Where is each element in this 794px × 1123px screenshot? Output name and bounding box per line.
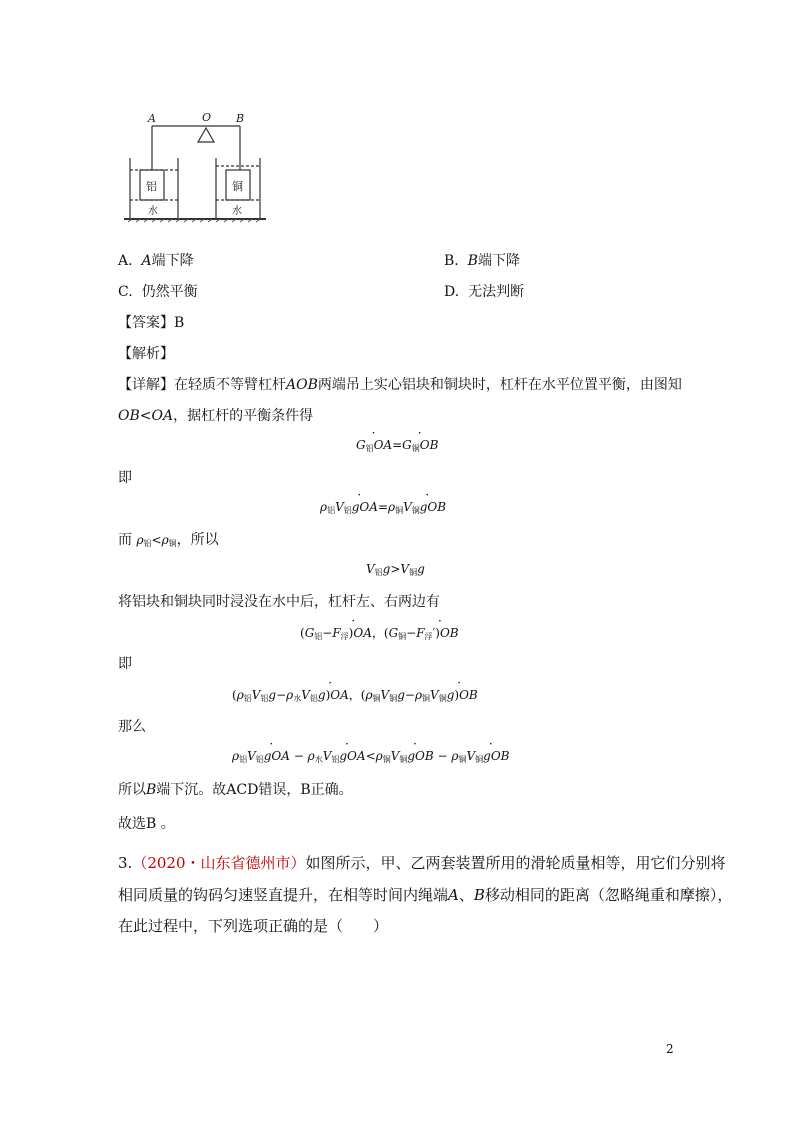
equation-2: $\rho_铝V_铝gOA=\rho_铜V_铜gOB$	[320, 500, 447, 515]
detail-line-2: OB<OA，据杠杆的平衡条件得	[118, 408, 314, 424]
fig-label-a: A	[148, 112, 156, 125]
fig-label-o: O	[202, 111, 212, 124]
question-3-number: 3.	[118, 854, 133, 872]
fig-water-right: 水	[232, 206, 242, 217]
option-a: A. A端下降	[118, 253, 194, 269]
question-3-line-3: 在此过程中，下列选项正确的是（ ）	[118, 917, 389, 935]
option-b: B. B端下降	[444, 253, 520, 269]
answer-tag: 【答案】	[118, 315, 174, 331]
question-3-line-1: 3.（2020・山东省德州市）如图所示，甲、乙两套装置所用的滑轮质量相等，用它们分别将	[118, 854, 726, 872]
answer-value: B	[174, 315, 185, 331]
text-jiang: 将铝块和铜块同时浸没在水中后，杠杆左、右两边有	[118, 594, 440, 610]
fig-label-b: B	[236, 112, 245, 125]
equation-6: $\rho_铝V_铝gOA - \rho_水V_铝gOA<\rho_铜V_铜gOB - \rho_铜V_铜gOB$	[232, 749, 510, 764]
text-ji-1: 即	[118, 470, 132, 486]
equation-1: $G_铝OA=G_铜OB$	[356, 438, 439, 453]
text-suoyi: 所以B端下沉。故ACD错误，B正确。	[118, 782, 353, 798]
text-ji-2: 即	[118, 656, 132, 672]
equation-5: $(\rho_铝V_铝g-\rho_水V_铝g)OA$，$(\rho_铜V_铜g-\rho_铜V_铜g)OB$	[232, 688, 478, 703]
text-er: 而 $\rho_铝<\rho_铜$，所以	[118, 532, 219, 548]
lever-diagram	[118, 108, 268, 228]
fig-block-cu: 铜	[232, 180, 243, 193]
fig-water-left: 水	[148, 206, 158, 217]
equation-4: $(G_铝-F_浮)OA$，$(G_铜-F_浮')OB$	[300, 626, 459, 641]
question-3-line-2: 相同质量的钩码匀速竖直提升，在相等时间内绳端A、B移动相同的距离（忽略绳重和摩擦），	[118, 886, 733, 904]
detail-line-1: 【详解】在轻质不等臂杠杆AOB两端吊上实心铝块和铜块时，杠杆在水平位置平衡，由图知	[118, 377, 682, 393]
equation-3: $V_铝g>V_铜g$	[366, 562, 425, 577]
text-guxuan: 故选B 。	[118, 816, 175, 832]
analysis-tag: 【解析】	[118, 346, 174, 362]
page-number: 2	[666, 1042, 674, 1056]
text-name: 那么	[118, 719, 146, 735]
answer-line	[118, 312, 184, 332]
option-c: C. 仍然平衡	[118, 284, 198, 300]
fig-block-al: 铝	[146, 180, 157, 193]
option-d: D. 无法判断	[444, 284, 525, 300]
question-3-source: （2020・山东省德州市）	[132, 854, 306, 872]
